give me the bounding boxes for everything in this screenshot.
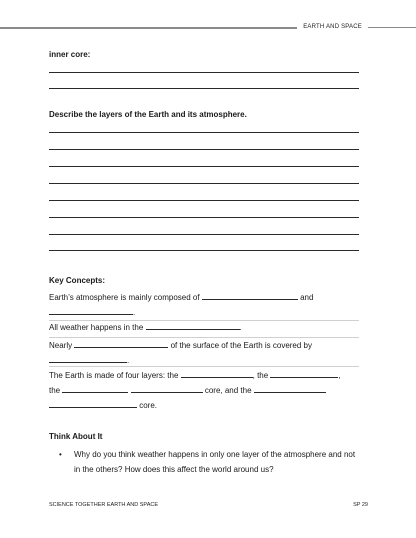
concept-weather <box>49 320 359 335</box>
section-tag: EARTH AND SPACE <box>297 24 368 30</box>
fill-blank[interactable] <box>146 320 240 330</box>
sentence-text: core, and the <box>204 386 252 395</box>
fill-blank[interactable] <box>131 383 203 393</box>
inner-core-label: inner core: <box>49 50 91 59</box>
fill-blank[interactable] <box>181 368 253 378</box>
page-number: SP 29 <box>353 502 368 508</box>
answer-line[interactable] <box>49 166 359 167</box>
fill-blank[interactable] <box>49 353 130 365</box>
divider <box>49 366 359 367</box>
sentence-text: Nearly <box>49 341 73 350</box>
fill-blank[interactable] <box>74 338 168 348</box>
answer-line[interactable] <box>49 217 359 218</box>
bullet-icon: • <box>59 450 62 459</box>
think-heading: Think About It <box>49 432 103 441</box>
concept-layers <box>49 368 359 413</box>
sentence-text: , the <box>252 371 269 380</box>
sentence-text: the <box>49 386 61 395</box>
sentence-text: Earth’s atmosphere is mainly composed of <box>49 293 200 302</box>
sentence-text: and <box>300 293 314 302</box>
fill-blank[interactable] <box>270 368 341 380</box>
answer-line[interactable] <box>49 72 359 73</box>
sentence-text: core. <box>139 401 158 410</box>
fill-blank[interactable] <box>202 290 298 300</box>
sentence-text: The Earth is made of four layers: the <box>49 371 179 380</box>
header-rule <box>0 27 308 29</box>
sentence-text: All weather happens in the <box>49 323 144 332</box>
sentence-text: . <box>127 356 130 365</box>
fill-blank[interactable] <box>49 398 137 408</box>
answer-line[interactable] <box>49 183 359 184</box>
answer-line[interactable] <box>49 200 359 201</box>
answer-line[interactable] <box>49 88 359 89</box>
answer-line[interactable] <box>49 250 359 251</box>
concept-atmosphere <box>49 290 359 320</box>
key-concepts-heading: Key Concepts: <box>49 276 106 285</box>
describe-prompt: Describe the layers of the Earth and its atmosphere. <box>49 110 247 119</box>
footer-book-title: SCIENCE TOGETHER EARTH AND SPACE <box>49 502 159 508</box>
question-text: Why do you think weather happens in only one layer of the atmosphere and not in the others? How does this affect the world around us? <box>74 450 356 474</box>
sentence-text: . <box>239 323 242 332</box>
answer-line[interactable] <box>49 149 359 150</box>
fill-blank[interactable] <box>62 383 128 393</box>
fill-blank[interactable] <box>254 383 326 393</box>
sentence-text: . <box>133 308 136 317</box>
sentence-text: , <box>338 371 341 380</box>
fill-blank[interactable] <box>49 305 136 317</box>
answer-line[interactable] <box>49 132 359 133</box>
answer-line[interactable] <box>49 234 359 235</box>
concept-surface <box>49 338 359 368</box>
sentence-text: of the surface of the Earth is covered by <box>170 341 313 350</box>
